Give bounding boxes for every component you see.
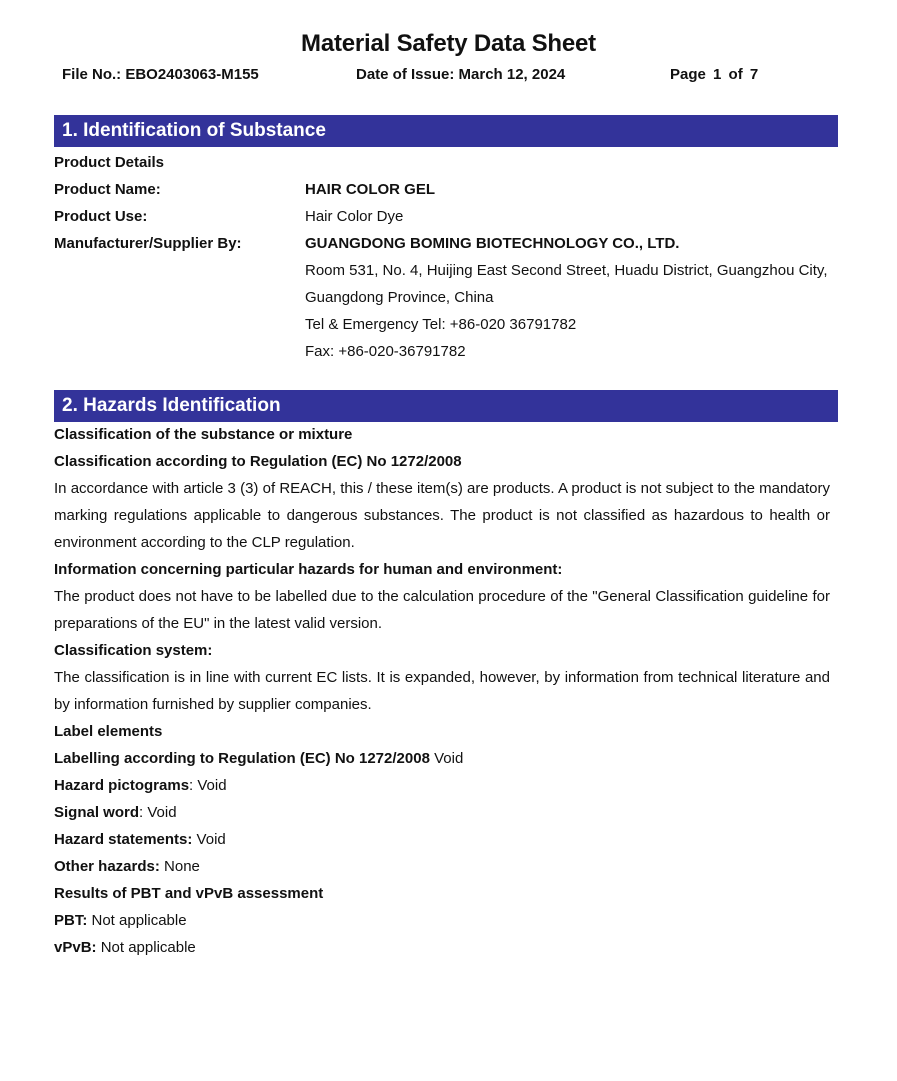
manufacturer-name: GUANGDONG BOMING BIOTECHNOLOGY CO., LTD. [305, 235, 680, 252]
other-hazards-label: Other hazards: [54, 858, 160, 875]
classification-heading: Classification of the substance or mixture [54, 426, 353, 443]
vpvb-label: vPvB: [54, 939, 97, 956]
product-use-value: Hair Color Dye [305, 208, 404, 225]
date-of-issue: Date of Issue: March 12, 2024 [356, 66, 566, 83]
pbt-value: Not applicable [87, 912, 187, 929]
manufacturer-label: Manufacturer/Supplier By: [54, 235, 242, 252]
pbt-label: PBT: [54, 912, 88, 929]
manufacturer-address-line1: Room 531, No. 4, Huijing East Second Street, Huadu District, Guangzhou City, [305, 262, 828, 279]
info-hazards-text: The product does not have to be labelled due to the calculation procedure of the "General Classification guideline for preparations of the EU" in the latest valid version. [54, 588, 830, 632]
labelling-label: Labelling according to Regulation (EC) No 1272/2008 [54, 750, 430, 767]
label-elements-heading: Label elements [54, 723, 163, 740]
classification-text: In accordance with article 3 (3) of REACH, this / these item(s) are products. A product is not subject to the mandatory marking regulations applicable to dangerous substances. The product is not classified as hazardous to health or environment according to the CLP regulation. [54, 480, 830, 551]
document-title: Material Safety Data Sheet [301, 30, 596, 57]
hazard-pictograms-label: Hazard pictograms [54, 777, 190, 794]
pbt-row [54, 907, 187, 934]
classification-regulation: Classification according to Regulation (EC) No 1272/2008 [54, 453, 462, 470]
classification-system-text: The classification is in line with current EC lists. It is expanded, however, by information from technical literature and by information furnished by supplier companies. [54, 669, 830, 713]
pbt-assessment-heading: Results of PBT and vPvB assessment [54, 885, 324, 902]
signal-word-label: Signal word [54, 804, 140, 821]
page-number: Page 1 of 7 [670, 66, 759, 83]
manufacturer-fax: Fax: +86-020-36791782 [305, 343, 466, 360]
signal-word-row [54, 799, 177, 826]
product-details-heading: Product Details [54, 154, 165, 171]
other-hazards-value: None [159, 858, 200, 875]
vpvb-value: Not applicable [96, 939, 196, 956]
file-number: File No.: EBO2403063-M155 [62, 66, 259, 83]
vpvb-row [54, 934, 196, 961]
section-2-heading: 2. Hazards Identification [54, 390, 838, 422]
labelling-value: Void [429, 750, 464, 767]
signal-word-value: : Void [139, 804, 177, 821]
manufacturer-tel: Tel & Emergency Tel: +86-020 36791782 [305, 316, 577, 333]
other-hazards-row [54, 853, 200, 880]
product-use-label: Product Use: [54, 208, 148, 225]
info-hazards-heading: Information concerning particular hazards for human and environment: [54, 561, 563, 578]
labelling-row [54, 745, 463, 772]
hazard-pictograms-row [54, 772, 227, 799]
hazard-statements-value: Void [192, 831, 226, 848]
hazard-statements-row [54, 826, 226, 853]
hazard-pictograms-value: : Void [189, 777, 227, 794]
section-1-heading: 1. Identification of Substance [54, 115, 838, 147]
product-name-value: HAIR COLOR GEL [305, 181, 435, 198]
product-name-label: Product Name: [54, 181, 161, 198]
hazard-statements-label: Hazard statements: [54, 831, 193, 848]
classification-system-heading: Classification system: [54, 642, 213, 659]
manufacturer-address-line2: Guangdong Province, China [305, 289, 494, 306]
